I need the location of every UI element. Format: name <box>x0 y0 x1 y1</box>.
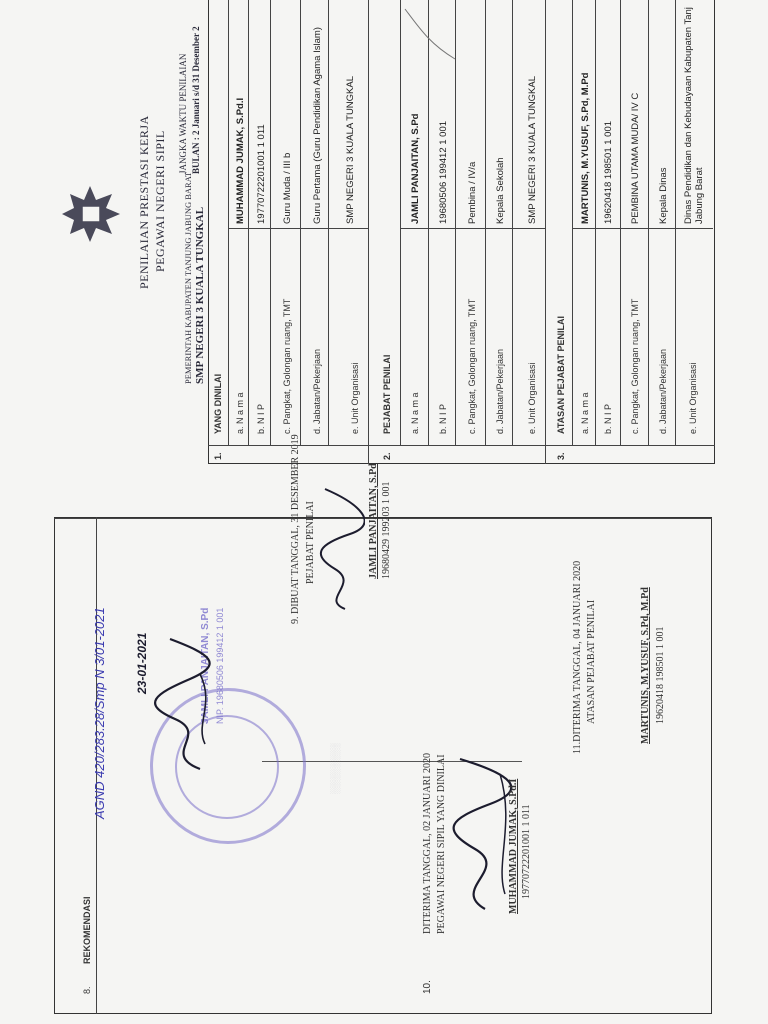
row-label: d. Jabatan/Pekerjaan <box>312 348 322 434</box>
section-1-number: 1. <box>213 452 223 460</box>
section-2-number: 2. <box>382 452 392 460</box>
sec10-role: PEGAWAI NEGERI SIPIL YANG DINILAI <box>436 754 447 934</box>
sec11-role: ATASAN PEJABAT PENILAI <box>586 599 597 724</box>
sec11-nip: 19620418 198501 1 001 <box>655 626 666 724</box>
row-value: Guru Pertama (Guru Pendidikan Agama Islam) <box>312 27 323 224</box>
row-value: Pembina / IV/a <box>467 161 478 224</box>
section-3-title: ATASAN PEJABAT PENILAI <box>556 315 566 434</box>
row-label: a. N a m a <box>235 392 245 434</box>
row-label: d. Jabatan/Pekerjaan <box>495 348 505 434</box>
stamp-date: 23-01-2021 <box>135 632 149 694</box>
row-label: b. N I P <box>438 403 448 434</box>
sec11-name: MARTUNIS, M.YUSUF, S.Pd, M.Pd <box>640 587 651 744</box>
sec8-title: REKOMENDASI <box>82 896 92 964</box>
sec9-role: PEJABAT PENILAI <box>305 501 316 584</box>
signature-icon <box>445 754 515 914</box>
signature-icon <box>150 634 220 774</box>
row-value: 19620418 198501 1 001 <box>603 120 614 224</box>
sec10-nip: 19770722201001 1 011 <box>521 804 532 899</box>
sec9-nip: 19680429 199203 1 001 <box>381 481 392 579</box>
section-3-number: 3. <box>556 452 566 460</box>
sec10-date: DITERIMA TANGGAL, 02 JANUARI 2020 <box>422 753 433 934</box>
row-value: 19770722201001 1 011 <box>256 124 267 224</box>
row-label: e. Unit Organisasi <box>688 362 698 434</box>
row-label: c. Pangkat, Golongan ruang, TMT <box>630 298 640 434</box>
sec10-number: 10. <box>422 980 433 994</box>
sec9-date: 9. DIBUAT TANGGAL, 31 DESEMBER 2019 <box>290 434 301 624</box>
agenda-number: AGND 420/283.28/Smp N 3/01-2021 <box>92 607 107 819</box>
period-label: JANGKA WAKTU PENILAIAN <box>178 53 188 174</box>
row-value: SMP NEGERI 3 KUALA TUNGKAL <box>527 75 538 224</box>
sec11-date: 11.DITERIMA TANGGAL, 04 JANUARI 2020 <box>572 560 583 754</box>
row-value: PEMBINA UTAMA MUDA/ IV C <box>630 92 641 224</box>
row-label: c. Pangkat, Golongan ruang, TMT <box>282 298 292 434</box>
school-name: SMP NEGERI 3 KUALA TUNGKAL <box>194 206 206 384</box>
row-label: e. Unit Organisasi <box>350 362 360 434</box>
section-2-title: PEJABAT PENILAI <box>382 354 392 434</box>
row-label: b. N I P <box>256 403 266 434</box>
sec9-name: JAMLI PANJAITAN, S.Pd <box>368 463 379 579</box>
rotated-page: 8. REKOMENDASI ░░░░░░░░ JAMLI PANJAITAN, S.Pd NIP. 19680506 199412 1 001 AGND 420/283.28/Smp N 3/01-2021 23-01-2021 9. DIBUAT TANGGAL, 31 DESEMBER 2019 PEJABAT PENILAI JAMLI PANJAITAN, S.Pd 19680429 199203 1 001 10. DITERIMA TANGGAL, 02 JANUARI 2020 PEGAWAI NEGERI SIPIL YANG DINILAI MUHAMMAD JUMAK, S.Pd.I 19770722201001 1 011 11.DITERIMA TANGGAL, 04 JANUARI 2020 ATASAN PEJABAT PENILAI MARTUNIS, M.YUSUF, S.Pd, M.Pd 19620418 198501 1 001 PENILAIAN PRESTASI KERJA PEGAWAI NEGERI SIPIL PEMERINTAH KABUPATEN TANJUNG JABUNG BARAT SMP NEGERI 3 KUALA TUNGKAL JANGKA WAKTU PENILAIAN BULAN : 2 Januari s/d 31 Desember 2 1. YANG DINILAI a. N a m a MUHAMMAD JUMAK, S.Pd.I b. N I P 19770722201001 1 011 c. Pangkat, Golongan ruang, TMT Guru Muda / III b d. Jabatan/Pekerjaan Guru Pertama (Guru Pendidikan Agama Islam) e. Unit Organisasi SMP NEGERI 3 KUALA TUNGKAL 2. PEJABAT PENILAI a. N a m a JAMLI PANJAITAN, S.Pd b. N I P 19680506 199412 1 001 c. Pangkat, Golongan ruang, TMT Pembina / IV/a d. Jabatan/Pekerjaan Kepala Sekolah e. Unit Organisasi SMP NEGERI 3 KUALA TUNGKAL 3. ATASAN PEJABAT PENILAI a. N a m a MARTUNIS, M.YUSUF, S.Pd, M.Pd b. N I P 19620418 198501 1 001 c. Pangkat, Golongan ruang, TMT PEMBINA UTAMA MUDA/ IV C d. Jabatan/Pekerjaan Kepala Dinas e. Unit Organisasi Dinas Pendidikan dan Kebudayaan Kabupaten Tanj Jabung Barat <box>0 0 768 1024</box>
row-value: MUHAMMAD JUMAK, S.Pd.I <box>235 97 246 224</box>
row-value: MARTUNIS, M.YUSUF, S.Pd, M.Pd <box>580 72 591 224</box>
signature-icon <box>315 484 365 614</box>
row-value: SMP NEGERI 3 KUALA TUNGKAL <box>345 75 356 224</box>
row-value: Guru Muda / III b <box>282 152 293 224</box>
garuda-emblem-icon <box>56 182 126 246</box>
row-label: b. N I P <box>603 403 613 434</box>
row-label: a. N a m a <box>580 392 590 434</box>
row-value: 19680506 199412 1 001 <box>438 120 449 224</box>
period-value: BULAN : 2 Januari s/d 31 Desember 2 <box>191 26 201 174</box>
government-name: PEMERINTAH KABUPATEN TANJUNG JABUNG BARAT <box>183 171 193 384</box>
row-label: c. Pangkat, Golongan ruang, TMT <box>467 298 477 434</box>
stamp-nip: NIP. 19680506 199412 1 001 <box>215 607 225 724</box>
row-label: a. N a m a <box>410 392 420 434</box>
section-1-title: YANG DINILAI <box>213 373 223 434</box>
stamp-name: JAMLI PANJAITAN, S.Pd <box>200 607 211 724</box>
row-value: Kepala Dinas <box>658 167 669 224</box>
row-value: Kepala Sekolah <box>495 157 506 224</box>
row-label: e. Unit Organisasi <box>527 362 537 434</box>
sec8-number: 8. <box>82 986 92 994</box>
form-title-2: PEGAWAI NEGERI SIPIL <box>153 130 167 272</box>
row-label: d. Jabatan/Pekerjaan <box>658 348 668 434</box>
row-value: Dinas Pendidikan dan Kebudayaan Kabupaten Tanj Jabung Barat <box>683 7 705 224</box>
row-value: JAMLI PANJAITAN, S.Pd <box>410 113 421 224</box>
form-title-1: PENILAIAN PRESTASI KERJA <box>137 115 151 289</box>
sec10-name: MUHAMMAD JUMAK, S.Pd.I <box>508 778 519 914</box>
